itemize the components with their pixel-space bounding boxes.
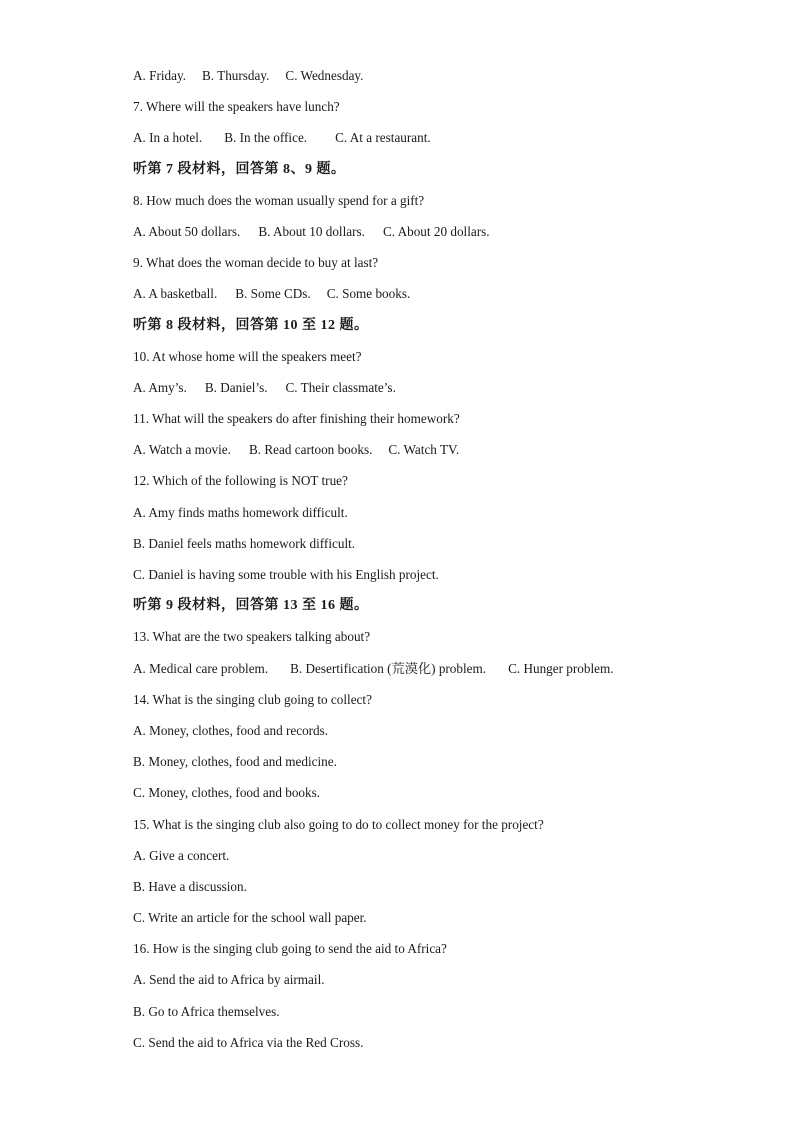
question-text: 14. What is the singing club going to collect? (133, 691, 372, 707)
answer-options-row (133, 374, 753, 405)
section-heading: 听第 9 段材料，回答第 13 至 16 题。 (133, 598, 369, 614)
answer-option: C. Wednesday. (285, 68, 364, 83)
answer-option: A. Amy finds maths homework difficult. (133, 504, 348, 520)
answer-option: A. Money, clothes, food and records. (133, 722, 329, 738)
answer-option: A. Friday. (133, 68, 186, 83)
answer-option: C. About 20 dollars. (382, 223, 490, 239)
answer-option: C. Money, clothes, food and books. (133, 785, 321, 801)
answer-option: B. Thursday. (202, 68, 270, 83)
answer-option: C. Their classmate’s. (285, 379, 396, 395)
answer-option: C. Watch TV. (388, 442, 460, 458)
answer-option: C. Write an article for the school wall paper. (133, 910, 367, 926)
answer-option: C. At a restaurant. (335, 130, 431, 146)
answer-option: B. Daniel feels maths homework difficult. (133, 535, 356, 551)
answer-option: B. Go to Africa themselves. (133, 1003, 280, 1019)
answer-option: A. A basketball. (133, 286, 218, 302)
question-text: 16. How is the singing club going to send the aid to Africa? (133, 941, 447, 957)
question-text: 11. What will the speakers do after finishing their homework? (133, 411, 460, 427)
answer-option: B. Money, clothes, food and medicine. (133, 754, 337, 770)
answer-option: B. Daniel’s. (204, 379, 268, 395)
answer-options-row (133, 124, 753, 155)
document-page (133, 62, 753, 1060)
answer-option: B. Desertification (荒漠化) problem. (290, 660, 487, 676)
answer-option: C. Send the aid to Africa via the Red Cross. (133, 1034, 364, 1050)
answer-option: C. Daniel is having some trouble with his English project. (133, 567, 439, 582)
answer-option: B. About 10 dollars. (258, 223, 365, 239)
question-text: 13. What are the two speakers talking about? (133, 629, 371, 645)
answer-option: B. Some CDs. (235, 286, 311, 302)
question-text: 7. Where will the speakers have lunch? (133, 99, 340, 115)
answer-options-row (133, 62, 753, 93)
answer-option: A. Amy’s. (133, 379, 187, 395)
answer-option: B. In the office. (224, 130, 308, 146)
answer-options-row (133, 280, 753, 311)
question-text: 15. What is the singing club also going to do to collect money for the project? (133, 816, 544, 832)
answer-options-row (133, 218, 753, 249)
answer-option: B. Read cartoon books. (248, 442, 373, 458)
answer-option: A. Watch a movie. (133, 442, 231, 458)
answer-option: B. Have a discussion. (133, 878, 247, 894)
answer-option: A. Medical care problem. (133, 660, 269, 676)
answer-option: C. Some books. (326, 286, 411, 302)
question-text: 8. How much does the woman usually spend for a gift? (133, 192, 425, 208)
answer-options-row (133, 436, 753, 467)
section-heading: 听第 8 段材料，回答第 10 至 12 题。 (133, 317, 369, 333)
answer-option: A. In a hotel. (133, 130, 203, 146)
answer-option: A. About 50 dollars. (133, 223, 241, 239)
question-text: 10. At whose home will the speakers meet? (133, 348, 362, 364)
question-text: 9. What does the woman decide to buy at last? (133, 255, 379, 271)
answer-option: A. Give a concert. (133, 847, 230, 863)
question-text: 12. Which of the following is NOT true? (133, 473, 348, 489)
answer-option: A. Send the aid to Africa by airmail. (133, 972, 325, 988)
section-heading: 听第 7 段材料，回答第 8、9 题。 (133, 161, 346, 177)
answer-option: C. Hunger problem. (508, 660, 614, 676)
answer-options-row (133, 655, 753, 686)
